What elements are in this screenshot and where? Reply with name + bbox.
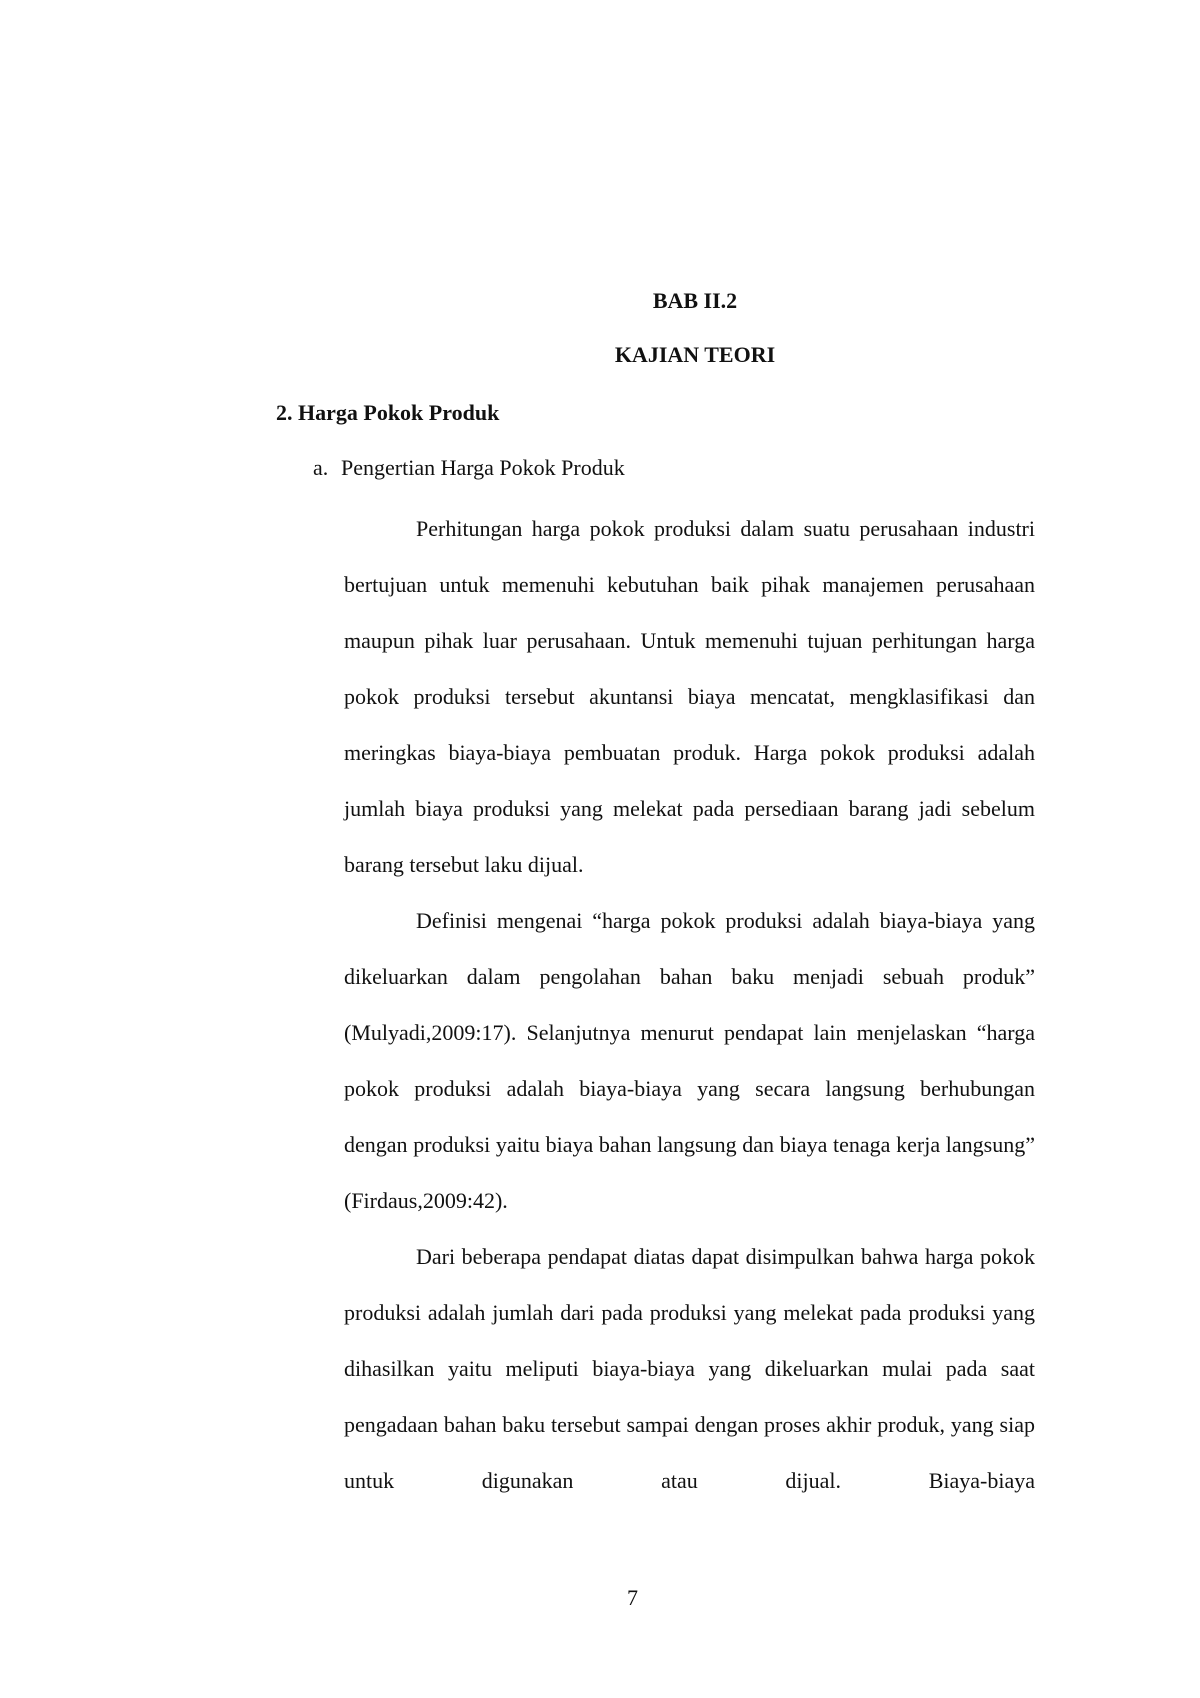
paragraph: Dari beberapa pendapat diatas dapat disimpulkan bahwa harga pokok produksi adalah jumlah dari pada produksi yang melekat pada produksi yang dihasilkan yaitu meliputi biaya-biaya yang dikeluarkan mulai pada saat pengadaan bahan baku tersebut sampai dengan proses akhir produk, yang siap untuk digunakan atau dijual. Biaya-biaya: [344, 1244, 1035, 1493]
page-number: 7: [627, 1585, 638, 1610]
subsection-heading: [313, 455, 625, 481]
subsection-letter: a.: [313, 455, 329, 480]
subsection-title: Pengertian Harga Pokok Produk: [341, 455, 625, 480]
paragraph: Perhitungan harga pokok produksi dalam suatu perusahaan industri bertujuan untuk memenuhi kebutuhan baik pihak manajemen perusahaan maupun pihak luar perusahaan. Untuk memenuhi tujuan perhitungan harga pokok produksi tersebut akuntansi biaya mencatat, mengklasifikasi dan meringkas biaya-biaya pembuatan produk. Harga pokok produksi adalah jumlah biaya produksi yang melekat pada persediaan barang jadi sebelum barang tersebut laku dijual.: [344, 516, 1035, 877]
chapter-title: KAJIAN TEORI: [614, 342, 776, 367]
chapter-heading: BAB II.2: [652, 288, 738, 313]
body-text: [344, 501, 1035, 1509]
paragraph: Definisi mengenai “harga pokok produksi adalah biaya-biaya yang dikeluarkan dalam pengolahan bahan baku menjadi sebuah produk” (Mulyadi,2009:17). Selanjutnya menurut pendapat lain menjelaskan “harga pokok produksi adalah biaya-biaya yang secara langsung berhubungan dengan produksi yaitu biaya bahan langsung dan biaya tenaga kerja langsung” (Firdaus,2009:42).: [344, 908, 1035, 1213]
section-heading: 2. Harga Pokok Produk: [276, 400, 500, 425]
